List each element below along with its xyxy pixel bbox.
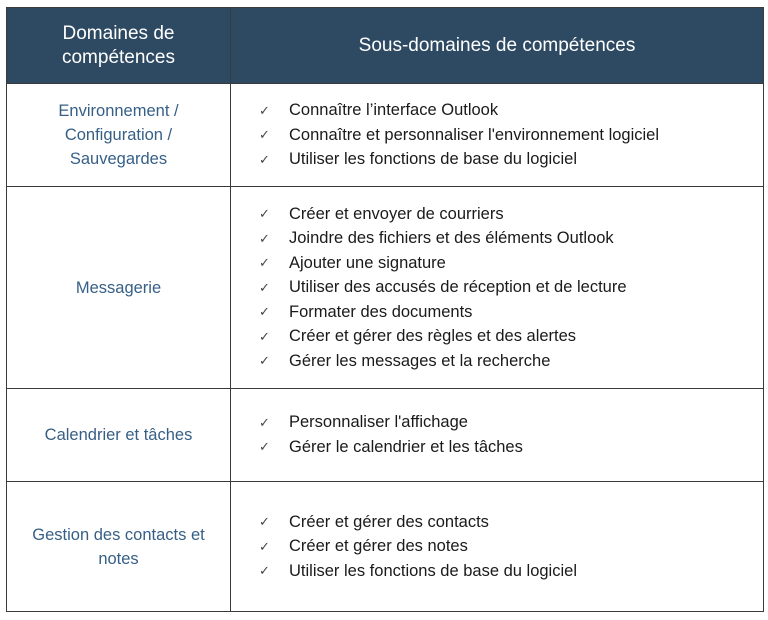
table-row: [7, 482, 764, 612]
list-item: [259, 226, 753, 251]
subdomain-list: [259, 411, 753, 460]
list-item: [259, 251, 753, 276]
subdomain-cell: [231, 84, 764, 187]
check-icon: ✓: [259, 328, 270, 344]
subdomain-cell: [231, 482, 764, 612]
domain-cell: Environnement / Configuration / Sauvegardes: [7, 84, 231, 187]
domain-cell: Messagerie: [7, 187, 231, 389]
subdomain-list: [259, 98, 753, 172]
list-item-label: Joindre des fichiers et des éléments Outlook: [289, 229, 614, 247]
table-row: [7, 84, 764, 187]
subdomain-cell: [231, 187, 764, 389]
list-item-label: Utiliser les fonctions de base du logiciel: [289, 561, 577, 580]
list-item-label: Utiliser des accusés de réception et de lecture: [289, 278, 627, 296]
list-item-label: Créer et envoyer de courriers: [289, 204, 504, 223]
list-item: [259, 435, 753, 460]
list-item-label: Créer et gérer des contacts: [289, 512, 489, 531]
list-item: [259, 510, 753, 535]
domain-cell: Calendrier et tâches: [7, 389, 231, 482]
check-icon: ✓: [259, 514, 270, 529]
list-item: [259, 202, 753, 227]
list-item: [259, 123, 753, 148]
check-icon: ✓: [259, 255, 270, 270]
list-item-label: Gérer le calendrier et les tâches: [289, 437, 523, 456]
list-item: [259, 559, 753, 584]
check-icon: ✓: [259, 127, 270, 142]
list-item-label: Connaître l’interface Outlook: [289, 101, 499, 119]
list-item: [259, 349, 753, 374]
list-item-label: Personnaliser l'affichage: [289, 413, 468, 432]
list-item-label: Utiliser les fonctions de base du logiciel: [289, 150, 577, 168]
list-item: [259, 275, 753, 300]
check-icon: ✓: [259, 414, 270, 430]
list-item: [259, 324, 753, 349]
list-item: [259, 300, 753, 325]
table-row: [7, 187, 764, 389]
list-item-label: Créer et gérer des règles et des alertes: [289, 327, 577, 345]
list-item: [259, 98, 753, 123]
check-icon: ✓: [259, 538, 270, 554]
header-domain: Domaines de compétences: [7, 8, 231, 84]
subdomain-list: [259, 510, 753, 584]
table-row: [7, 389, 764, 482]
check-icon: ✓: [259, 563, 270, 578]
list-item-label: Formater des documents: [289, 302, 473, 321]
list-item-label: Connaître et personnaliser l'environnement logiciel: [289, 125, 660, 144]
check-icon: ✓: [259, 353, 270, 368]
check-icon: ✓: [259, 206, 270, 221]
check-icon: ✓: [259, 279, 270, 295]
check-icon: ✓: [259, 230, 270, 246]
table-header-row: [7, 8, 764, 84]
header-subdomain: Sous-domaines de compétences: [231, 8, 764, 84]
list-item-label: Ajouter une signature: [289, 253, 446, 272]
check-icon: ✓: [259, 439, 270, 455]
domain-cell: Gestion des contacts et notes: [7, 482, 231, 612]
check-icon: ✓: [259, 151, 270, 167]
list-item-label: Gérer les messages et la recherche: [289, 351, 551, 370]
check-icon: ✓: [259, 304, 270, 319]
list-item-label: Créer et gérer des notes: [289, 537, 468, 555]
subdomain-cell: [231, 389, 764, 482]
competence-table: [6, 7, 764, 612]
list-item: [259, 147, 753, 172]
subdomain-list: [259, 202, 753, 374]
check-icon: ✓: [259, 102, 270, 118]
list-item: [259, 534, 753, 559]
list-item: [259, 411, 753, 436]
